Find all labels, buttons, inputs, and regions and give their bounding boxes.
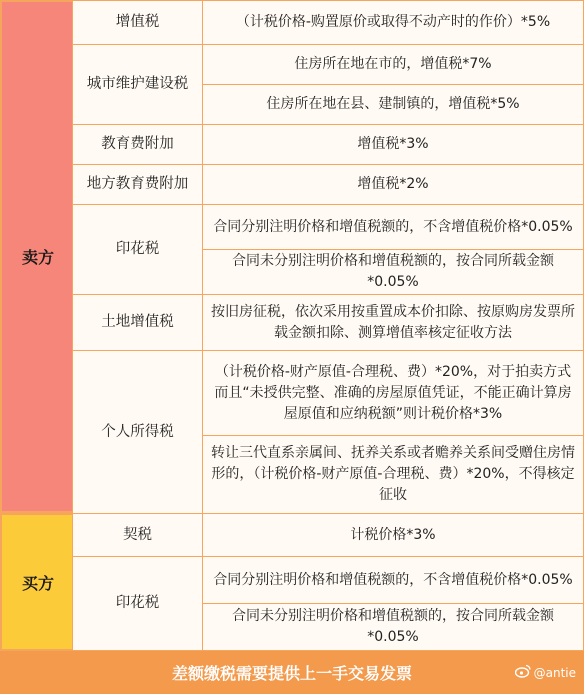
- tax-name-personal-income: 个人所得税: [72, 350, 203, 514]
- tax-name-local-education-surcharge: 地方教育费附加: [72, 164, 203, 205]
- tax-name-deed: 契税: [72, 513, 203, 557]
- tax-name-urban-construction: 城市维护建设税: [72, 44, 203, 125]
- tax-rule-stamp-separate: 合同分别注明价格和增值税额的，不含增值税价格*0.05%: [202, 204, 584, 250]
- tax-rule-local-education-surcharge: 增值税*2%: [202, 164, 584, 205]
- buyer-section: [0, 513, 584, 651]
- tax-rule-income-auction: （计税价格-财产原值-合理税、费）*20%，对于拍卖方式而且“未授供完整、准确的房屋原值凭证，不能正确计算房屋原值和应纳税额”则计税价格*3%: [202, 350, 584, 436]
- tax-name-buyer-stamp-duty: 印花税: [72, 556, 203, 651]
- author-handle: @antie: [533, 665, 576, 680]
- tax-rule-buyer-stamp-separate: 合同分别注明价格和增值税额的，不含增值税价格*0.05%: [202, 556, 584, 604]
- tax-name-education-surcharge: 教育费附加: [72, 124, 203, 165]
- tax-rule-vat: （计税价格-购置原价或取得不动产时的作价）*5%: [202, 0, 584, 45]
- tax-rule-stamp-combined: 合同未分别注明价格和增值税额的，按合同所载金额*0.05%: [202, 249, 584, 295]
- buyer-label: 买方: [2, 515, 74, 649]
- author-credit: [515, 651, 576, 694]
- tax-rule-urban-city: 住房所在地在市的，增值税*7%: [202, 44, 584, 85]
- footer-bar: [0, 651, 584, 694]
- tax-name-stamp-duty: 印花税: [72, 204, 203, 295]
- tax-rule-income-gift: 转让三代直系亲属间、抚养关系或者赡养关系间受赠住房情形的，（计税价格-财产原值-合理税、费）*20%，不得核定征收: [202, 435, 584, 514]
- tax-name-land-value-added: 土地增值税: [72, 294, 203, 351]
- footer-note: 差额缴税需要提供上一手交易发票: [171, 664, 412, 683]
- tax-rule-urban-county: 住房所在地在县、建制镇的，增值税*5%: [202, 84, 584, 125]
- tax-rule-land-value-added: 按旧房征税，依次采用按重置成本价扣除、按原购房发票所载金额扣除、测算增值率核定征收方法: [202, 294, 584, 351]
- tax-rule-deed: 计税价格*3%: [202, 513, 584, 557]
- tax-name-vat: 增值税: [72, 0, 203, 45]
- weibo-icon: [515, 664, 534, 681]
- tax-rule-education-surcharge: 增值税*3%: [202, 124, 584, 165]
- seller-label: 卖方: [2, 2, 74, 511]
- tax-rule-buyer-stamp-combined: 合同未分别注明价格和增值税额的，按合同所载金额*0.05%: [202, 603, 584, 651]
